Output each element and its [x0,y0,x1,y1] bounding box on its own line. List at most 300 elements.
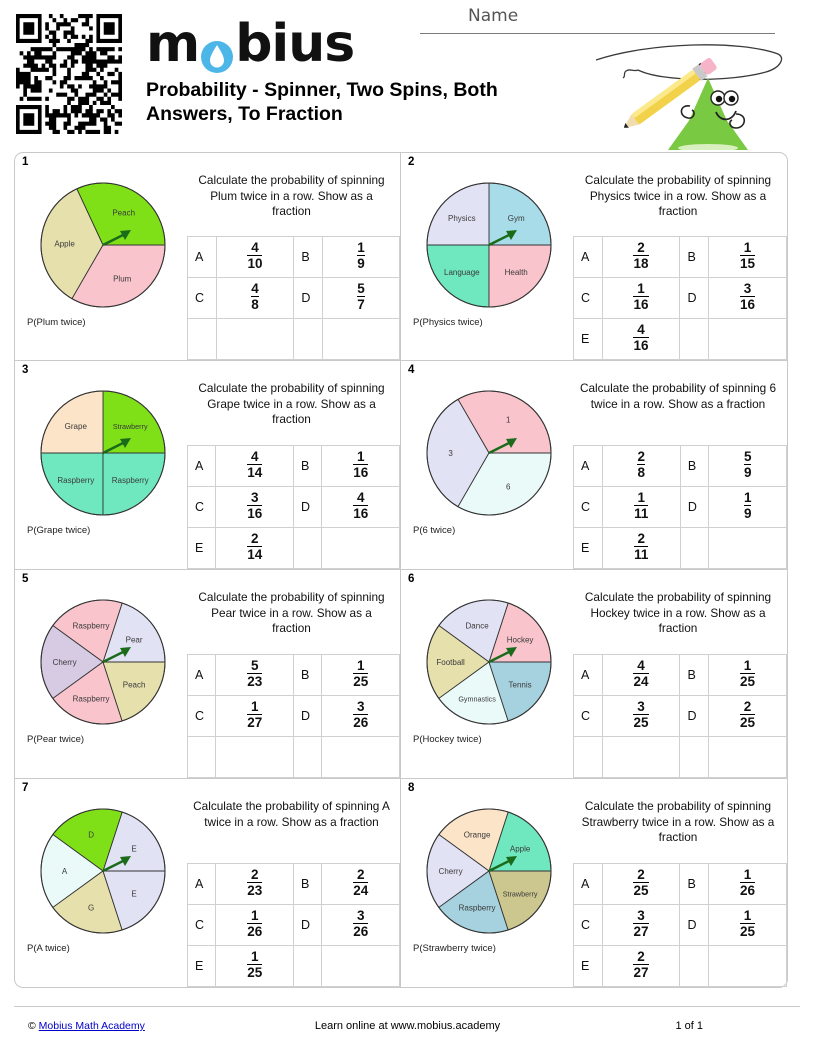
spinner-slice-label: Strawberry [502,889,538,899]
fraction-numerator: 4 [251,280,259,296]
fraction-numerator: 1 [637,489,645,505]
fraction-denominator: 25 [739,715,755,731]
question-card-6 [401,570,788,779]
fraction-numerator: 2 [743,698,752,714]
option-fraction[interactable] [602,319,680,360]
fraction-numerator: 4 [637,321,645,337]
answer-options-table [187,236,400,360]
page-header [0,0,815,150]
answer-options-row [188,737,400,778]
option-fraction[interactable] [216,278,294,319]
option-letter[interactable]: E [574,319,603,360]
option-letter[interactable]: D [293,696,321,737]
mobius-logo: m bius [146,14,355,74]
answer-options-row [574,278,787,319]
spinner-slice-label: Cherry [438,867,463,876]
spinner-slice-label: Raspberry [72,621,110,631]
fraction-denominator: 16 [633,297,649,313]
fraction [247,700,262,730]
option-letter[interactable]: B [293,446,321,487]
fraction-denominator: 25 [633,883,649,899]
option-letter[interactable]: E [574,946,603,987]
question-number: 5 [22,573,29,585]
option-fraction[interactable] [709,446,787,487]
option-letter[interactable]: B [293,655,321,696]
answer-options-row [188,655,400,696]
spinner-area [21,588,189,773]
answer-options-row [188,237,400,278]
option-fraction[interactable] [322,237,399,278]
fraction-numerator: 1 [356,448,365,464]
spinner-slice-label: Football [436,658,465,667]
spinner-area [21,379,189,564]
question-prompt: Calculate the probability of spinning 6 twice in a row. Show as a fraction [579,381,777,411]
spinner-slice-label: Peach [112,208,136,218]
spinner-slice-label: G [87,903,95,913]
option-fraction[interactable] [602,905,680,946]
fraction [633,282,648,312]
option-fraction [708,737,786,778]
probability-label: P(A twice) [27,943,70,954]
question-right-panel [573,570,787,778]
question-card-1 [14,152,401,361]
spinner-area [407,588,575,773]
probability-label: P(Grape twice) [27,525,91,536]
option-fraction[interactable] [602,278,680,319]
fraction-denominator: 27 [247,715,263,731]
probability-label: P(6 twice) [413,525,456,536]
option-letter[interactable]: C [188,278,217,319]
fraction-numerator: 3 [250,489,259,505]
fraction [353,659,368,689]
option-letter[interactable]: B [294,237,323,278]
option-letter[interactable]: D [680,696,709,737]
option-fraction[interactable] [602,655,680,696]
option-fraction[interactable] [216,528,294,569]
spinner-pie-chart [33,801,173,941]
footer-divider [14,1006,800,1007]
fraction-denominator: 26 [739,883,755,899]
fraction-denominator: 26 [353,715,369,731]
worksheet-grid [14,152,788,988]
fraction-numerator: 1 [250,948,259,964]
option-fraction[interactable] [216,487,294,528]
answer-options-table [187,445,400,569]
answer-options-table [187,863,400,987]
fraction [353,700,368,730]
spinner-slice-label: Pear [125,635,143,645]
option-fraction[interactable] [322,446,400,487]
option-fraction[interactable] [708,237,786,278]
fraction-denominator: 16 [353,465,369,481]
option-letter [293,946,321,987]
fraction-denominator: 27 [633,965,649,981]
fraction-denominator: 8 [251,297,259,313]
worksheet-row [14,152,788,361]
fraction-numerator: 3 [637,907,645,923]
fraction-numerator: 3 [743,280,752,296]
option-letter[interactable]: E [188,528,216,569]
option-letter[interactable]: D [680,278,709,319]
fraction [740,241,755,271]
fraction-denominator: 16 [739,297,755,313]
spinner-slice-label: Dance [465,621,489,631]
question-prompt: Calculate the probability of spinning Pear twice in a row. Show as a fraction [198,590,385,636]
probability-label: P(Plum twice) [27,317,86,328]
worksheet-row [14,779,788,988]
fraction-denominator: 15 [739,256,755,272]
fraction-numerator: 1 [743,907,752,923]
fraction [633,700,648,730]
page-footer [0,1006,815,1050]
question-number: 3 [22,364,29,376]
spinner-slice-label: Raspberry [57,476,95,486]
option-fraction[interactable] [602,946,680,987]
option-fraction [709,528,787,569]
option-letter[interactable]: B [680,864,709,905]
option-fraction[interactable] [602,528,680,569]
answer-options-row [574,946,787,987]
answer-options-table [573,445,787,569]
answer-options-row [188,319,400,360]
fraction-numerator: 4 [251,239,259,255]
option-fraction[interactable] [708,278,786,319]
option-fraction[interactable] [216,905,294,946]
option-letter[interactable]: B [680,446,709,487]
question-number: 8 [408,782,415,794]
option-fraction[interactable] [602,864,680,905]
fraction-denominator: 14 [247,465,263,481]
spinner-slice-label: Gymnastics [458,694,496,704]
question-card-5 [14,570,401,779]
fraction [634,491,648,521]
option-letter[interactable]: C [574,487,603,528]
fraction-denominator: 25 [353,674,369,690]
fraction-denominator: 25 [247,965,263,981]
option-letter [680,737,709,778]
option-letter [293,737,321,778]
spinner-pie-chart [419,801,559,941]
fraction-numerator: 1 [250,907,259,923]
fraction-denominator: 24 [633,674,649,690]
question-right-panel [573,361,787,569]
option-letter[interactable]: C [188,905,216,946]
option-letter[interactable]: C [574,278,603,319]
option-letter[interactable]: A [188,446,216,487]
fraction [633,323,648,353]
page-title: Probability - Spinner, Two Spins, Both Answers, To Fraction [146,79,498,125]
fraction-denominator: 9 [743,465,752,481]
option-letter[interactable]: D [294,278,323,319]
spinner-slice-label: E [131,889,137,899]
fraction [633,909,648,939]
spinner-slice-label: D [88,830,94,840]
fraction-numerator: 1 [743,657,752,673]
fraction-numerator: 1 [743,239,752,255]
fraction-numerator: 1 [637,280,645,296]
fraction [247,909,262,939]
spinner-slice-label: Gym [507,213,525,223]
option-letter[interactable]: A [574,446,603,487]
name-input-line[interactable] [420,33,775,34]
fraction-denominator: 18 [633,256,649,272]
fraction [353,868,368,898]
worksheet-row [14,361,788,570]
logo-drop-icon [200,31,234,65]
answer-options-row [574,696,787,737]
fraction-numerator: 3 [637,698,645,714]
fraction-numerator: 2 [356,866,365,882]
option-letter [574,737,603,778]
question-right-panel [573,153,787,360]
option-fraction[interactable] [216,946,294,987]
fraction [740,659,755,689]
fraction [740,868,755,898]
option-letter[interactable]: D [293,487,321,528]
option-letter[interactable]: A [574,655,603,696]
fraction-denominator: 8 [637,465,645,481]
fraction-numerator: 2 [637,448,645,464]
spinner-pie-chart [419,383,559,523]
fraction-numerator: 2 [637,530,645,546]
spinner-slice-label: Strawberry [112,421,148,431]
fraction-numerator: 4 [250,448,259,464]
fraction [633,659,648,689]
mobius-math-academy-link[interactable]: Mobius Math Academy [38,1020,145,1032]
spinner-slice-label: 3 [448,449,453,458]
spinner-slice-label: Peach [122,680,146,690]
fraction-numerator: 4 [637,657,645,673]
fraction-denominator: 26 [247,924,263,940]
fraction-denominator: 25 [739,674,755,690]
fraction [744,450,752,480]
spinner-slice-label: 6 [505,482,511,492]
spinner-slice-label: Health [504,268,528,278]
spinner-pie-chart [419,592,559,732]
question-card-8 [401,779,788,988]
answer-options-row [574,655,787,696]
option-letter[interactable]: A [574,864,603,905]
footer-learn-online-text: Learn online at www.mobius.academy [314,1020,501,1032]
spinner-slice-label: Raspberry [111,476,149,486]
option-letter [294,319,323,360]
option-fraction [322,528,400,569]
fraction-numerator: 2 [637,948,645,964]
option-fraction[interactable] [322,487,400,528]
answer-options-row [574,319,787,360]
question-right-panel [187,361,400,569]
option-fraction[interactable] [216,237,294,278]
fraction-denominator: 16 [633,338,649,354]
option-fraction[interactable] [216,696,294,737]
option-letter[interactable]: C [188,487,216,528]
option-fraction[interactable] [322,655,400,696]
spinner-slice-label: Language [444,268,480,278]
question-card-2 [401,152,788,361]
spinner-pie-chart [419,175,559,315]
option-fraction[interactable] [708,864,786,905]
spinner-slice-label: Apple [54,239,75,249]
answer-options-row [188,278,400,319]
fraction [247,532,262,562]
answer-options-row [188,946,400,987]
fraction-numerator: 2 [637,866,645,882]
spinner-slice-label: Grape [64,421,87,431]
answer-options-row [574,864,787,905]
option-fraction[interactable] [322,278,399,319]
option-letter [680,946,709,987]
option-fraction[interactable] [322,905,400,946]
option-fraction [708,319,786,360]
fraction-denominator: 7 [357,297,365,313]
question-prompt: Calculate the probability of spinning Physics twice in a row. Show as a fraction [584,173,772,219]
option-fraction[interactable] [709,487,787,528]
option-letter [680,319,709,360]
fraction-denominator: 23 [247,674,263,690]
option-letter[interactable]: C [574,905,603,946]
answer-options-row [574,237,787,278]
fraction [247,950,262,980]
option-letter[interactable]: B [680,655,709,696]
option-fraction[interactable] [708,696,786,737]
fraction-denominator: 26 [353,924,369,940]
option-fraction[interactable] [708,905,786,946]
option-letter[interactable]: B [293,864,321,905]
copyright-symbol: © [28,1020,36,1032]
option-letter[interactable]: A [188,655,216,696]
fraction-numerator: 5 [357,280,365,296]
option-fraction[interactable] [602,487,680,528]
spinner-slice-label: Apple [509,844,531,854]
spinner-slice-label: A [61,867,68,876]
fraction [353,491,368,521]
spinner-area [407,379,575,564]
option-fraction[interactable] [216,655,294,696]
spinner-slice-label: Hockey [506,635,534,645]
answer-options-row [188,905,400,946]
fraction-numerator: 5 [743,448,752,464]
option-letter[interactable]: A [188,237,217,278]
option-fraction[interactable] [216,446,294,487]
fraction [247,868,262,898]
option-letter[interactable]: A [188,864,216,905]
question-right-panel [573,779,787,987]
option-letter[interactable]: C [574,696,603,737]
answer-options-row [574,737,787,778]
fraction [740,282,755,312]
spinner-area [407,797,575,982]
question-prompt: Calculate the probability of spinning Hockey twice in a row. Show as a fraction [584,590,772,636]
answer-options-row [188,864,400,905]
option-fraction[interactable] [602,237,680,278]
fraction [353,450,368,480]
option-letter [293,528,321,569]
option-letter[interactable]: B [680,237,709,278]
option-fraction[interactable] [708,655,786,696]
fraction-numerator: 2 [637,239,645,255]
option-fraction[interactable] [602,446,680,487]
fraction [357,282,365,312]
fraction-denominator: 9 [357,256,365,272]
fraction-numerator: 2 [250,866,259,882]
spinner-area [407,171,575,356]
fraction-denominator: 24 [353,883,369,899]
probability-label: P(Physics twice) [413,317,483,328]
spinner-pie-chart [33,592,173,732]
option-fraction[interactable] [216,864,294,905]
option-fraction[interactable] [322,864,400,905]
fraction [637,450,645,480]
option-letter[interactable]: E [188,946,216,987]
option-letter[interactable]: D [680,487,709,528]
question-number: 1 [22,156,29,168]
fraction-numerator: 3 [356,907,365,923]
fraction [247,491,262,521]
spinner-area [21,797,189,982]
option-letter[interactable]: D [680,905,709,946]
answer-options-table [187,654,400,778]
answer-options-row [574,446,787,487]
answer-options-row [574,528,787,569]
fraction-denominator: 16 [247,506,263,522]
question-number: 6 [408,573,415,585]
probability-label: P(Pear twice) [27,734,85,745]
fraction [740,909,755,939]
option-fraction [216,737,294,778]
fraction-numerator: 2 [250,530,259,546]
fraction-denominator: 23 [247,883,263,899]
footer-page-number: 1 of 1 [675,1020,703,1032]
answer-options-row [188,528,400,569]
option-letter [188,737,216,778]
option-letter [680,528,709,569]
fraction-denominator: 14 [247,547,263,563]
option-letter[interactable]: A [574,237,603,278]
answer-options-row [188,446,400,487]
question-right-panel [187,153,400,360]
fraction-denominator: 10 [247,256,263,272]
answer-options-row [574,487,787,528]
fraction [247,659,262,689]
option-fraction [322,737,400,778]
option-fraction[interactable] [322,696,400,737]
fraction-numerator: 1 [743,866,752,882]
option-letter [188,319,217,360]
spinner-slice-label: Cherry [52,658,77,667]
option-letter[interactable]: E [574,528,603,569]
option-fraction[interactable] [602,696,680,737]
option-fraction [322,319,399,360]
fraction [633,868,648,898]
question-number: 7 [22,782,29,794]
fraction [740,700,755,730]
fraction-numerator: 1 [743,489,752,505]
spinner-slice-label: Plum [113,274,132,284]
question-number: 2 [408,156,415,168]
fraction-numerator: 4 [356,489,365,505]
option-fraction [322,946,400,987]
option-letter[interactable]: C [188,696,216,737]
question-card-3 [14,361,401,570]
spinner-slice-label: Raspberry [72,694,110,704]
answer-options-row [574,905,787,946]
worksheet-row [14,570,788,779]
option-fraction [216,319,294,360]
fraction-denominator: 16 [353,506,369,522]
option-letter[interactable]: D [293,905,321,946]
mascot-tree-with-pencil-icon [590,38,790,150]
spinner-slice-label: Tennis [508,680,532,690]
